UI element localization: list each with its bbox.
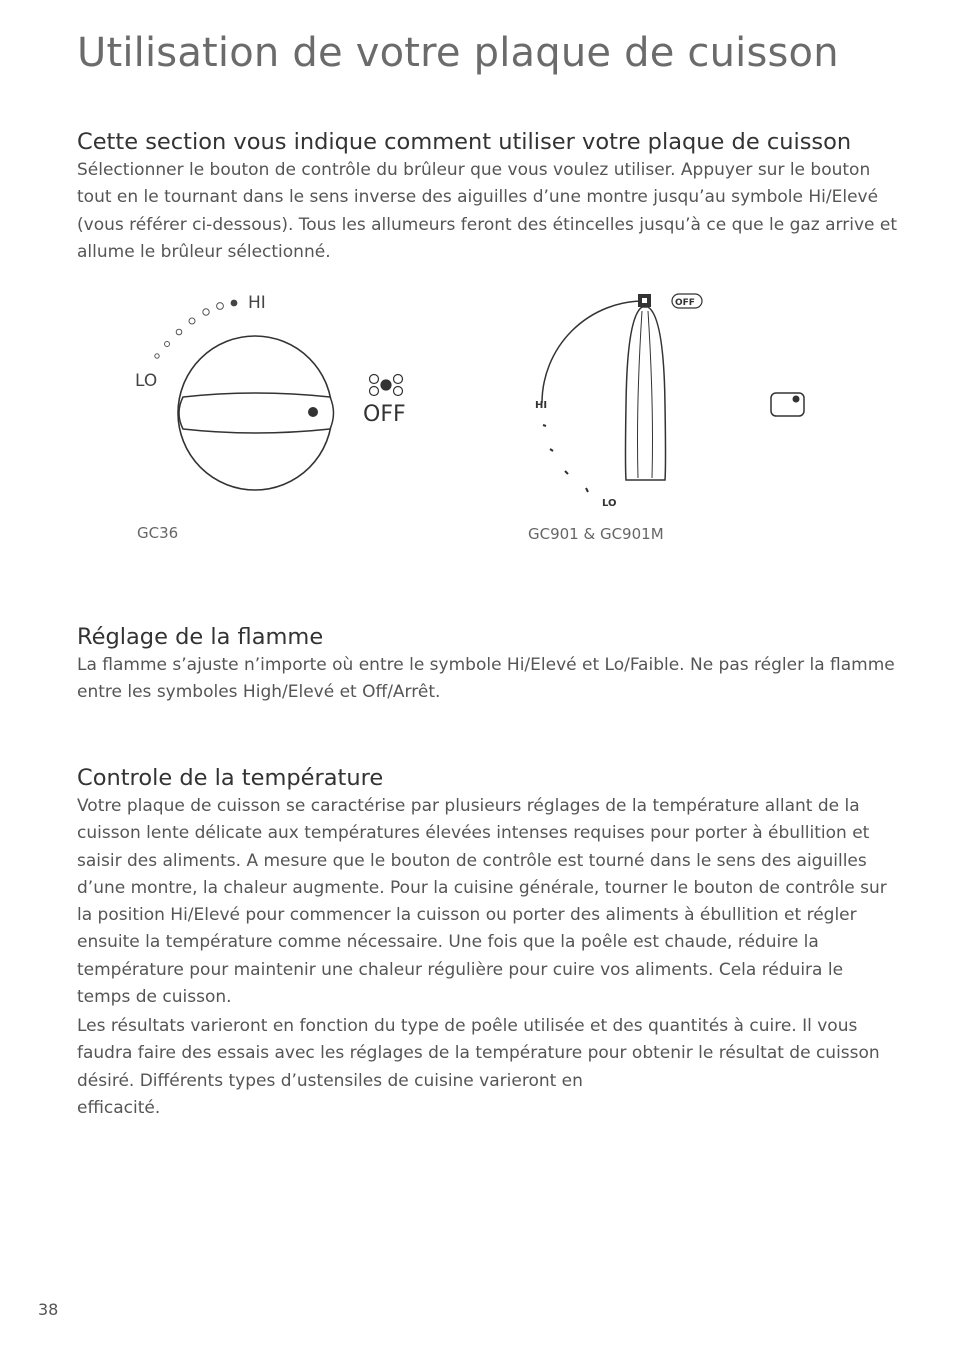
lo-label: LO (602, 498, 617, 509)
flame-section (77, 622, 899, 707)
intro-heading: Cette section vous indique comment utiliser votre plaque de cuisson (77, 129, 852, 155)
off-label: OFF (363, 402, 406, 427)
temperature-section (77, 763, 899, 1011)
temperature-body: Votre plaque de cuisson se caractérise par plusieurs réglages de la température allant de la cuisson lente délicate aux températures élevées intenses requises pour porter à ébullition et saisir des aliments. A mesure que le bouton de contrôle est tourné dans le sens des aiguilles d’une montre, la chaleur augmente. Pour la cuisine générale, tourner le bouton de contrôle sur la position Hi/Elevé pour commencer la cuisson ou porter des aliments à ébullition et régler ensuite la température comme nécessaire. Une fois que la poêle est chaude, réduire la température pour maintenir une chaleur régulière pour cuire vos aliments. Cela réduira le temps de cuisson. (77, 796, 887, 1008)
burner-ring-icon (370, 375, 403, 396)
results-body-end: efficacité. (77, 1097, 161, 1118)
gc901-knob-diagram (520, 285, 820, 520)
off-label: OFF (675, 298, 695, 308)
results-body: Les résultats varieront en fonction du type de poêle utilisée et des quantités à cuire. Il vous faudra faire des essais avec les réglages de la température pour obtenir le résultat de cuisson désiré. Différents types d’ustensiles de cuisine varieront en (77, 1016, 880, 1091)
page-number: 38 (38, 1300, 59, 1319)
intro-body: Sélectionner le bouton de contrôle du brûleur que vous voulez utiliser. Appuyer sur le bouton tout en le tournant dans le sens inverse des aiguilles d’une montre jusqu’au symbole Hi/Elevé (vous référer ci-dessous). Tous les allumeurs feront des étincelles jusqu’à ce que le gaz arrive et allume le brûleur sélectionné. (77, 160, 897, 262)
page-title: Utilisation de votre plaque de cuisson (77, 30, 839, 76)
results-section (77, 1013, 899, 1122)
off-marker-inner (642, 298, 647, 303)
knob-blade (626, 307, 666, 480)
hi-label: HI (248, 293, 266, 313)
flame-body: La flamme s’ajuste n’importe où entre le symbole Hi/Elevé et Lo/Faible. Ne pas régler la flamme entre les symboles High/Elevé et Off/Arrêt. (77, 655, 895, 703)
flame-level-ticks (543, 425, 588, 492)
gc36-knob-diagram (125, 285, 425, 505)
gc901-knob-svg (520, 285, 820, 520)
temperature-heading: Controle de la température (77, 765, 384, 791)
hi-label: HI (535, 400, 548, 411)
indicator-light (771, 393, 804, 416)
intro-section (77, 127, 899, 266)
indicator-light-dot (793, 396, 800, 403)
flame-heading: Réglage de la flamme (77, 624, 324, 650)
gc36-caption: GC36 (137, 524, 179, 542)
dot-hi-filled (231, 300, 238, 307)
gc36-knob-svg (125, 285, 425, 505)
knob-indicator-dot (308, 407, 318, 417)
gc901-caption: GC901 & GC901M (528, 525, 664, 543)
lo-label: LO (135, 371, 158, 391)
